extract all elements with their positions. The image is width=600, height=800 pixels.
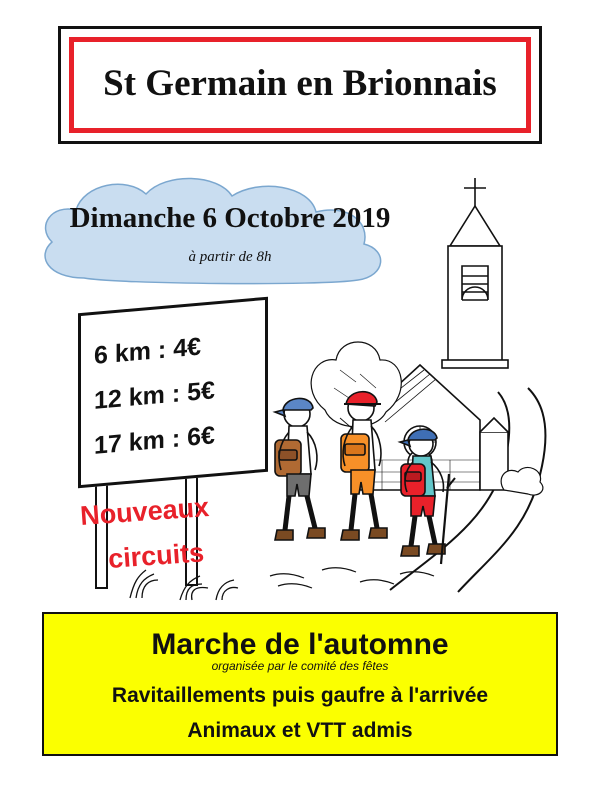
new-circuits-line1: Nouveaux xyxy=(79,492,211,531)
banner-refreshments-line: Ravitaillements puis gaufre à l'arrivée xyxy=(111,684,489,707)
hikers-illustration xyxy=(245,378,485,603)
event-start-time-text: à partir de 8h xyxy=(188,249,272,265)
banner-title: Marche de l'automne xyxy=(151,628,449,661)
banner-subtitle: organisée par le comité des fêtes xyxy=(211,659,389,673)
town-name-text: St Germain en Brionnais xyxy=(103,63,497,104)
price-board xyxy=(78,305,268,480)
price-line-17km: 17 km : 6€ xyxy=(94,421,215,460)
bottom-banner xyxy=(42,612,558,756)
price-line-6km: 6 km : 4€ xyxy=(94,332,202,370)
price-line-12km: 12 km : 5€ xyxy=(94,376,215,415)
new-circuits-line2: circuits xyxy=(107,537,206,574)
town-name-sign xyxy=(58,26,542,144)
event-date-text: Dimanche 6 Octobre 2019 xyxy=(69,202,391,234)
price-board-lines xyxy=(78,297,268,489)
town-name-sign-border xyxy=(69,37,531,133)
new-circuits-highlight xyxy=(80,487,280,575)
cloud-shape xyxy=(22,170,422,302)
banner-allowed-line: Animaux et VTT admis xyxy=(187,719,413,742)
